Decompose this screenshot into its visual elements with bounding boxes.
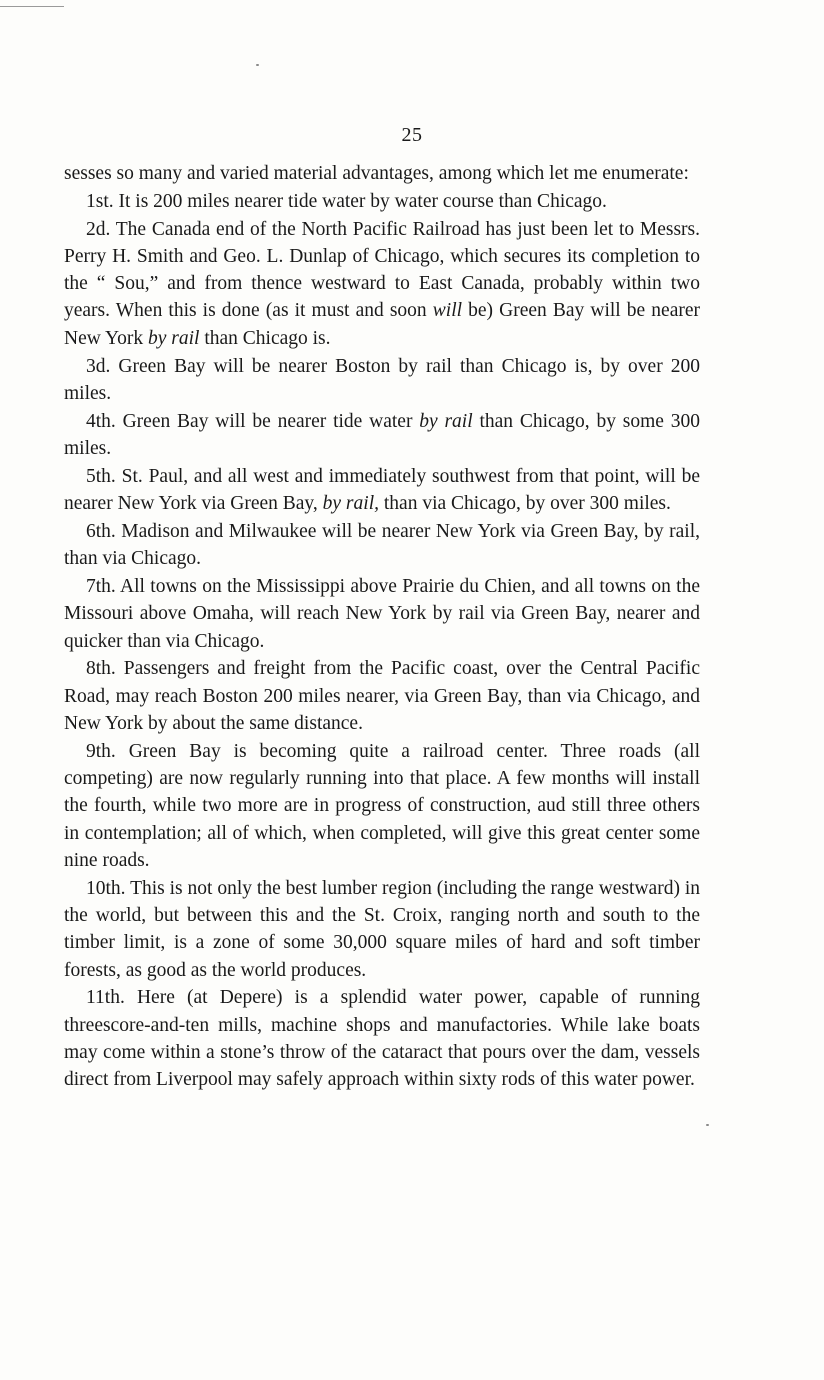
paragraph: [64, 655, 700, 737]
text-run: 8th. Passengers and freight from the Pacific coast, over the Central Pacific Road, may reach Boston 200 miles nearer, via Green Bay, than via Chicago, and New York by about the same distance.: [64, 658, 700, 734]
text-run: 7th. All towns on the Mississippi above Prairie du Chien, and all towns on the Missouri above Omaha, will reach New York by rail via Green Bay, nearer and quicker than via Chicago.: [64, 575, 700, 652]
body-text: [64, 160, 700, 1094]
italic-text: by rail: [419, 410, 473, 432]
text-run: 2d. The Canada end of the North Pacific Railroad has just been let to Messrs. Perry H. Smith and Geo. L. Dunlap of Chicago, which secures its completion to the “ Sou,” and from thence westward to East Canada, probably within two years. When this is done (as it must and soon: [64, 218, 700, 322]
scan-speck: [256, 64, 259, 66]
text-run: 9th. Green Bay is becoming quite a railroad center. Three roads (all competing) are now regularly running into that place. A few months will install the fourth, while two more are in progress of construction, aud still three others in contemplation; all of which, when completed, will give this great center some nine roads.: [64, 740, 700, 871]
paragraph: [64, 160, 700, 187]
paragraph: [64, 216, 700, 352]
paragraph: [64, 408, 700, 463]
italic-text: will: [432, 300, 463, 322]
text-run: than via Chicago, by over 300 miles.: [379, 493, 671, 515]
text-run: sesses so many and varied material advantages, among which let me enumerate:: [64, 163, 689, 184]
paragraph: [64, 463, 700, 518]
paragraph: [64, 573, 700, 655]
text-run: 1st. It is 200 miles nearer tide water by water course than Chicago.: [86, 190, 607, 212]
text-run: be) Green Bay will be nearer New York: [64, 300, 700, 349]
text-run: 11th. Here (at Depere) is a splendid water power, capable of running threescore-and-ten mills, machine shops and manufactories. While lake boats may come within a stone’s throw of the cataract that pours over the dam, vessels direct from Liverpool may safely approach within sixty rods of this water power.: [64, 987, 700, 1091]
text-run: than Chicago is.: [199, 327, 331, 349]
paragraph: [64, 188, 700, 215]
italic-text: by rail,: [322, 493, 379, 515]
page-number: 25: [401, 124, 423, 146]
text-run: 10th. This is not only the best lumber region (including the range westward) in the world, but between this and the St. Croix, ranging north and south to the timber limit, is a zone of some 30,000 square miles of hard and soft timber forests, as good as the world produces.: [64, 877, 700, 981]
scan-edge-rule: [0, 6, 64, 7]
italic-text: by rail: [147, 327, 200, 349]
text-run: 4th. Green Bay will be nearer tide water: [86, 410, 420, 432]
paragraph: [64, 875, 700, 984]
text-run: 5th. St. Paul, and all west and immediately southwest from that point, will be nearer New York via Green Bay,: [64, 465, 700, 515]
paragraph: [64, 738, 700, 874]
text-run: than Chicago, by some 300 miles.: [64, 410, 700, 459]
paragraph: [64, 353, 700, 408]
paragraph: [64, 984, 700, 1093]
text-run: 3d. Green Bay will be nearer Boston by rail than Chicago is, by over 200 miles.: [64, 355, 700, 404]
paragraph: [64, 518, 700, 573]
scan-speck: [706, 1124, 709, 1126]
text-run: 6th. Madison and Milwaukee will be nearer New York via Green Bay, by rail, than via Chicago.: [64, 520, 700, 570]
